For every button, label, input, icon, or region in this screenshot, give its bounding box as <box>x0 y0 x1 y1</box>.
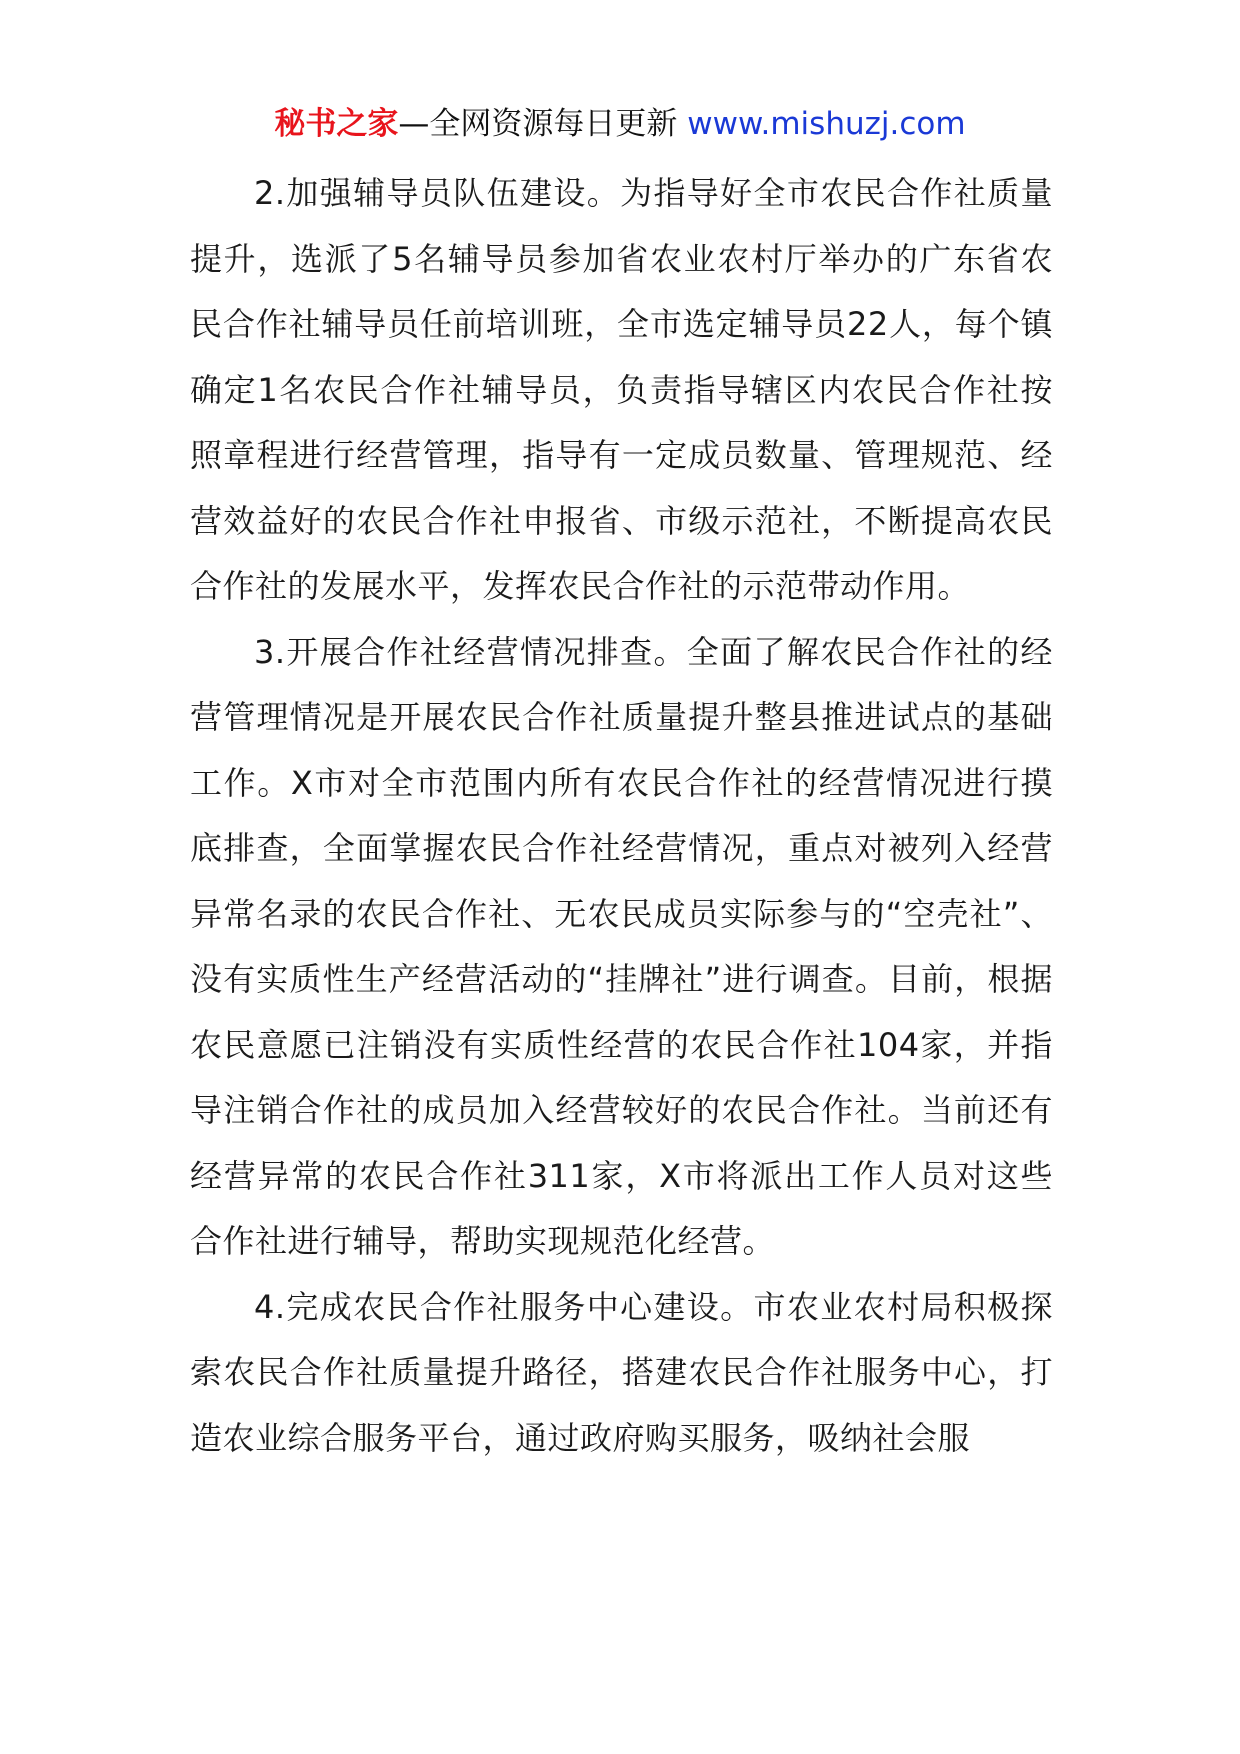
header-slogan: —全网资源每日更新 <box>398 106 688 142</box>
site-url-link[interactable]: www.mishuzj.com <box>687 106 966 142</box>
paragraph-4: 4.完成农民合作社服务中心建设。市农业农村局积极探索农民合作社质量提升路径，搭建农民合作社服务中心，打造农业综合服务平台，通过政府购买服务，吸纳社会服 <box>190 1287 1053 1457</box>
brand-name: 秘书之家 <box>274 106 399 142</box>
document-body <box>190 161 1053 1471</box>
site-header <box>0 104 1240 144</box>
paragraph-3: 3.开展合作社经营情况排查。全面了解农民合作社的经营管理情况是开展农民合作社质量提升整县推进试点的基础工作。X市对全市范围内所有农民合作社的经营情况进行摸底排查，全面掌握农民合作社经营情况，重点对被列入经营异常名录的农民合作社、无农民成员实际参与的“空壳社”、没有实质性生产经营活动的“挂牌社”进行调查。目前，根据农民意愿已注销没有实质性经营的农民合作社104家，并指导注销合作社的成员加入经营较好的农民合作社。当前还有经营异常的农民合作社311家，X市将派出工作人员对这些合作社进行辅导，帮助实现规范化经营。 <box>190 632 1053 1260</box>
paragraph-2: 2.加强辅导员队伍建设。为指导好全市农民合作社质量提升，选派了5名辅导员参加省农业农村厅举办的广东省农民合作社辅导员任前培训班，全市选定辅导员22人，每个镇确定1名农民合作社辅导员，负责指导辖区内农民合作社按照章程进行经营管理，指导有一定成员数量、管理规范、经营效益好的农民合作社申报省、市级示范社，不断提高农民合作社的发展水平，发挥农民合作社的示范带动作用。 <box>190 174 1053 605</box>
